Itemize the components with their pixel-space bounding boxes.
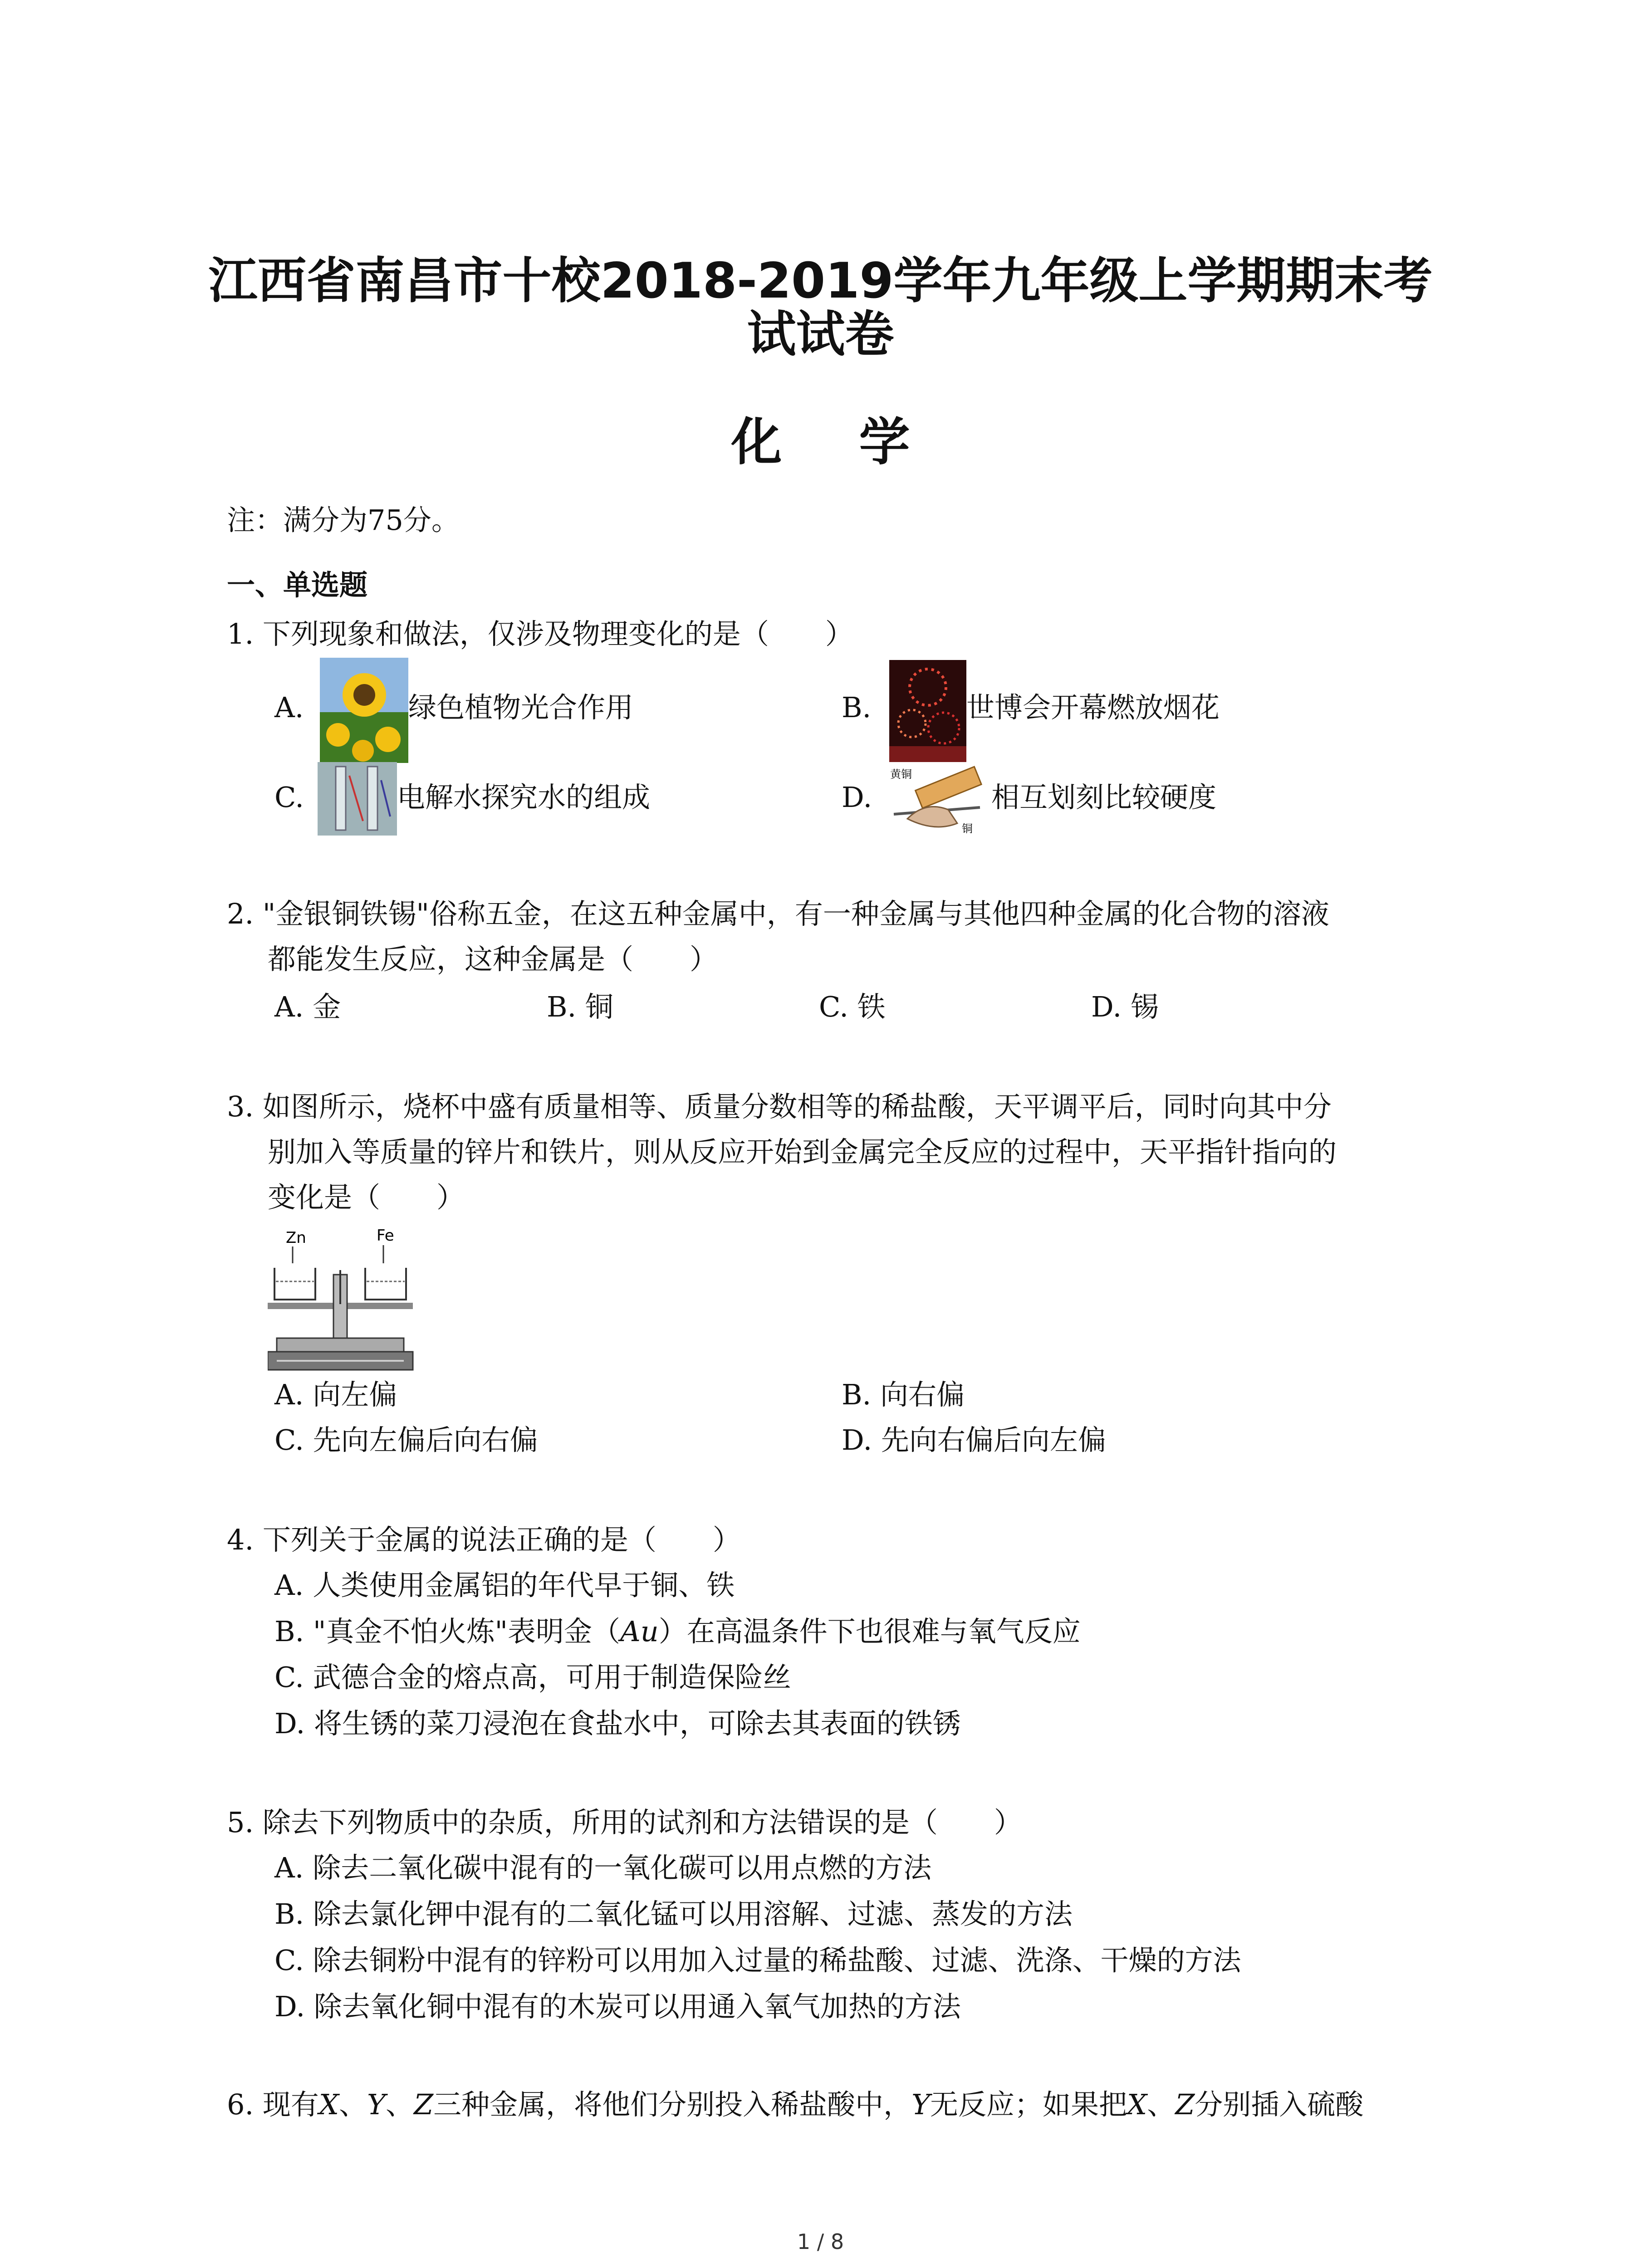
q1-option-b-letter: B. — [842, 691, 872, 724]
q3-option-a: A. 向左偏 — [274, 1378, 397, 1411]
q6-var-z: Z — [413, 2088, 434, 2121]
q1-option-d-text: 相互划刻比较硬度 — [991, 781, 1217, 814]
q6-text-1: 6. 现有 — [227, 2088, 319, 2121]
q4-option-a: A. 人类使用金属铝的年代早于铜、铁 — [274, 1569, 735, 1602]
question-1-stem: 1. 下列现象和做法，仅涉及物理变化的是（ ） — [227, 617, 853, 650]
q1-option-b-text: 世博会开幕燃放烟花 — [966, 691, 1220, 724]
q2-option-c: C. 铁 — [819, 990, 886, 1023]
question-3-line2: 别加入等质量的锌片和铁片，则从反应开始到金属完全反应的过程中，天平指针指向的 — [268, 1135, 1337, 1168]
electrolysis-image — [318, 762, 397, 836]
question-3-line1: 3. 如图所示，烧杯中盛有质量相等、质量分数相等的稀盐酸，天平调平后，同时向其中分 — [227, 1090, 1332, 1123]
q6-sep-3: 、 — [1147, 2088, 1176, 2121]
q2-option-d: D. 锡 — [1091, 990, 1159, 1023]
q3-option-c: C. 先向左偏后向右偏 — [274, 1423, 538, 1457]
q3-option-b: B. 向右偏 — [842, 1378, 965, 1411]
fig-label-brass: 黄铜 — [890, 768, 912, 781]
question-2-line2: 都能发生反应，这种金属是（ ） — [268, 943, 718, 976]
q2-option-b: B. 铜 — [547, 990, 613, 1023]
q1-option-d-letter: D. — [842, 781, 872, 814]
q4-option-b-post: ）在高温条件下也很难与氧气反应 — [658, 1615, 1081, 1648]
q6-var-x2: X — [1127, 2088, 1147, 2121]
q6-sep-1: 、 — [339, 2088, 367, 2121]
document-title-line2: 试试卷 — [747, 306, 894, 363]
q5-option-c: C. 除去铜粉中混有的锌粉可以用加入过量的稀盐酸、过滤、洗涤、干燥的方法 — [274, 1944, 1241, 1977]
fig-label-fe: Fe — [377, 1227, 394, 1245]
q6-sep-2: 、 — [385, 2088, 414, 2121]
page-number: 1 / 8 — [797, 2229, 844, 2254]
q2-option-a: A. 金 — [274, 990, 341, 1023]
q5-option-d: D. 除去氧化铜中混有的木炭可以用通入氧气加热的方法 — [274, 1990, 961, 2023]
q6-var-y: Y — [367, 2088, 386, 2121]
q1-option-a-text: 绿色植物光合作用 — [408, 691, 634, 724]
scratch-hardness-image — [889, 764, 991, 838]
balance-diagram — [268, 1225, 422, 1379]
q1-option-a-letter: A. — [274, 691, 304, 724]
sunflower-image — [320, 658, 408, 763]
q5-option-a: A. 除去二氧化碳中混有的一氧化碳可以用点燃的方法 — [274, 1851, 932, 1884]
q6-text-4: 分别插入硫酸 — [1195, 2088, 1364, 2121]
q4-option-b — [274, 1613, 1081, 1650]
q1-option-c-letter: C. — [274, 781, 304, 814]
q4-option-b-pre: B. "真金不怕火炼"表明金（ — [274, 1615, 621, 1648]
q3-option-d: D. 先向右偏后向左偏 — [842, 1423, 1106, 1457]
q6-var-x: X — [318, 2088, 339, 2121]
q6-text-3: 无反应；如果把 — [930, 2088, 1127, 2121]
q6-var-y2: Y — [911, 2088, 931, 2121]
q4-option-d: D. 将生锈的菜刀浸泡在食盐水中，可除去其表面的铁锈 — [274, 1707, 961, 1740]
document-title-line1: 江西省南昌市十校2018-2019学年九年级上学期期末考 — [208, 253, 1433, 309]
q5-option-b: B. 除去氯化钾中混有的二氧化锰可以用溶解、过滤、蒸发的方法 — [274, 1897, 1073, 1931]
q4-option-b-au: Au — [620, 1615, 659, 1648]
score-note: 注：满分为75分。 — [227, 503, 460, 537]
question-5-stem: 5. 除去下列物质中的杂质，所用的试剂和方法错误的是（ ） — [227, 1806, 1022, 1839]
q6-var-z2: Z — [1175, 2088, 1195, 2121]
fig-label-zn: Zn — [286, 1229, 306, 1247]
question-2-line1: 2. "金银铜铁锡"俗称五金，在这五种金属中，有一种金属与其他四种金属的化合物的溶液 — [227, 897, 1329, 930]
question-6-line1 — [227, 2087, 1363, 2123]
fig-label-copper: 铜 — [962, 822, 973, 835]
fireworks-image — [889, 660, 966, 762]
q4-option-c: C. 武德合金的熔点高，可用于制造保险丝 — [274, 1661, 791, 1694]
section-heading-single-choice: 一、单选题 — [227, 568, 368, 601]
subject-heading: 化学 — [731, 413, 987, 472]
q1-option-c-text: 电解水探究水的组成 — [397, 781, 651, 814]
q6-text-2: 三种金属，将他们分别投入稀盐酸中， — [433, 2088, 912, 2121]
question-3-line3: 变化是（ ） — [268, 1181, 465, 1214]
question-4-stem: 4. 下列关于金属的说法正确的是（ ） — [227, 1523, 741, 1556]
